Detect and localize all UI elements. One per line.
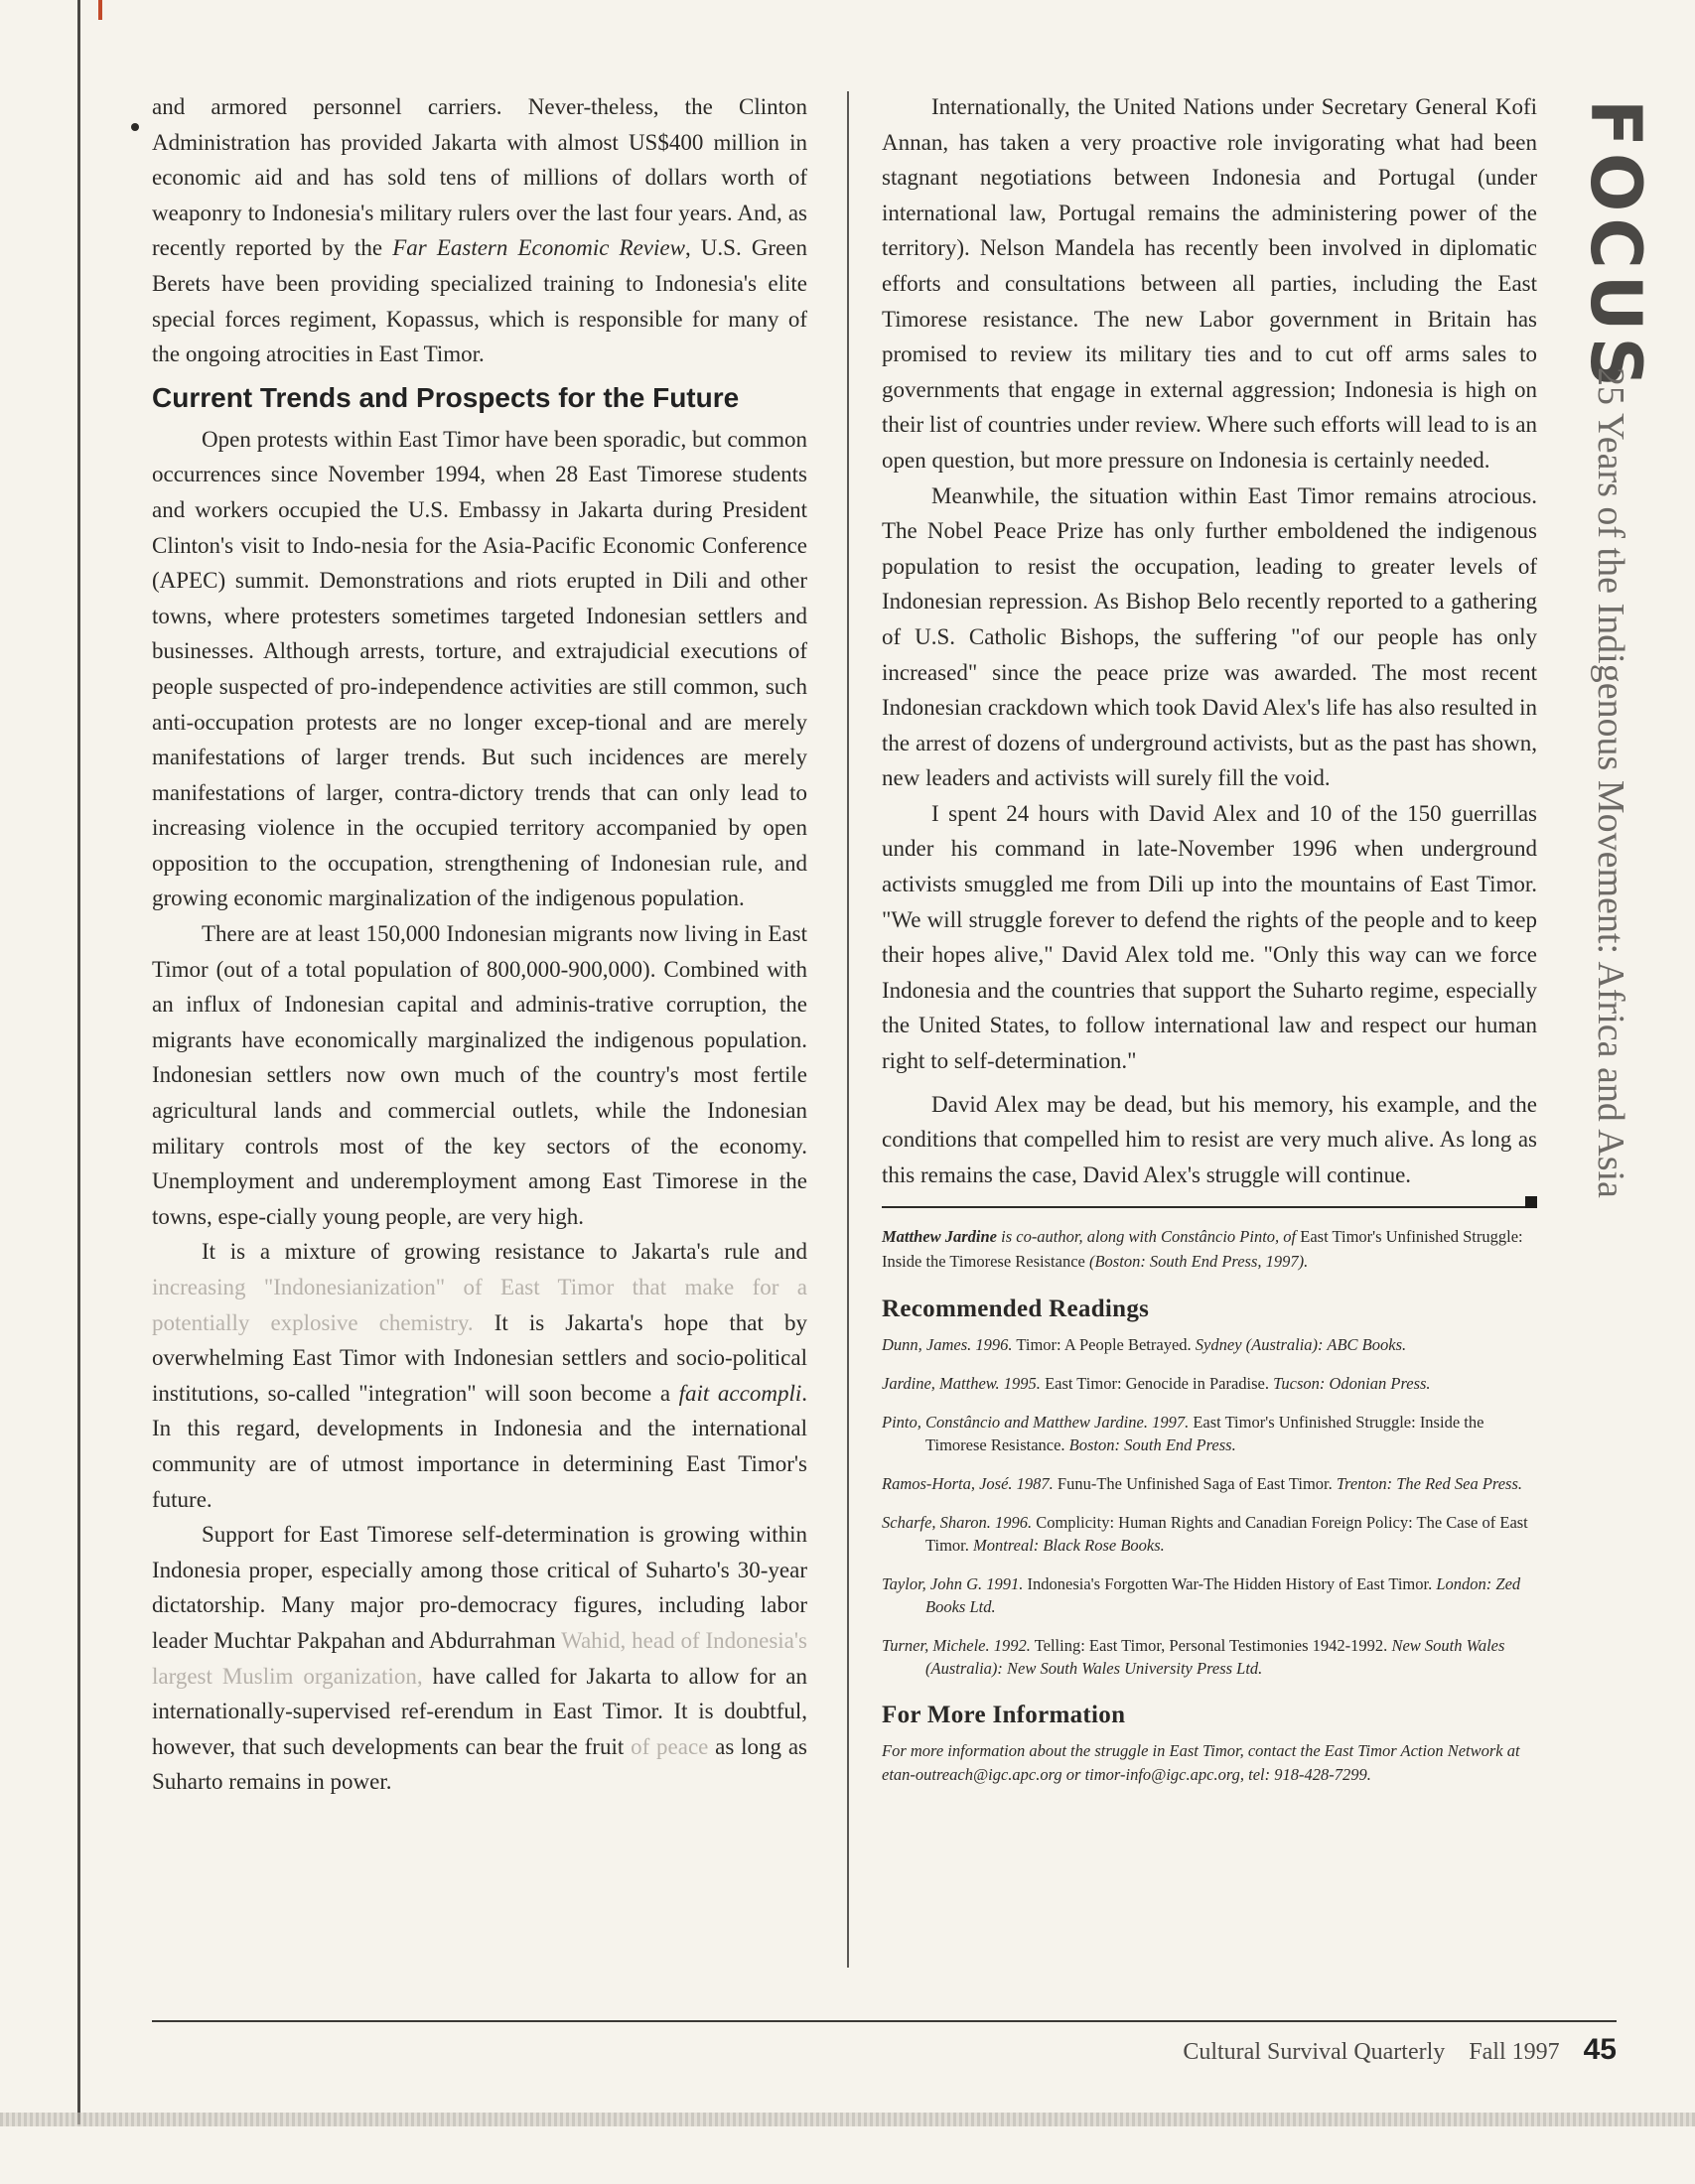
paragraph: and armored personnel carriers. Never-theless, the Clinton Administration has provided Jakarta with almost US$400 million in economic aid and has sold tens of millions of dollars worth of weaponry to Indonesia's military rulers over the last four years. And, as recently reported by the Far Eastern Economic Review, U.S. Green Berets have been providing specialized training to Indonesia's elite special forces regiment, Kopassus, which is responsible for many of the ongoing atrocities in East Timor. (152, 94, 807, 367)
footer-rule (152, 2020, 1617, 2022)
ink-mark (98, 0, 102, 20)
section-sidebar (1571, 99, 1670, 1198)
publication-name: Cultural Survival Quarterly (1183, 2039, 1446, 2065)
paragraph: Support for East Timorese self-determination is growing within Indonesia proper, especially among those critical of Suharto's 30-year dictatorship. Many major pro-democracy figures, including labor leader Muchtar Pakpahan and Abdurrahman Wahid, head of Indonesia's largest Muslim organization, have called for Jakarta to allow for an internationally-supervised ref-erendum in East Timor. It is doubtful, however, that such developments can bear the fruit of peace as long as Suharto remains in power. (152, 1522, 808, 1795)
reading-item: Ramos-Horta, José. 1987. Funu-The Unfinished Saga of East Timor. Trenton: The Red Sea Press. (882, 1474, 1522, 1494)
author-bio: Matthew Jardine is co-author, along with Constâncio Pinto, of East Timor's Unfinished Struggle: Inside the Timorese Resistance (Boston: South End Press, 1997). (882, 1227, 1523, 1272)
section-label: FOCUS (1575, 99, 1656, 393)
column-divider (847, 91, 849, 1968)
paragraph: There are at least 150,000 Indonesian migrants now living in East Timor (out of a total population of 800,000-900,000). Combined with an influx of Indonesian capital and adminis-trative corruption, the migrants have economically marginalized the indigenous population. Indonesian settlers now own much of the country's most fertile agricultural lands and commercial outlets, while the Indonesian military controls most of the key sectors of the economy. Unemployment and underemployment among East Timorese in the towns, espe-cially young people, are very high. (152, 921, 807, 1229)
paragraph: Open protests within East Timor have been sporadic, but common occurrences since November 1994, when 28 East Timorese students and workers occupied the U.S. Embassy in Jakarta during President Clinton's visit to Indo-nesia for the Asia-Pacific Economic Conference (APEC) summit. Demonstrations and riots erupted in Dili and other towns, where protesters sometimes targeted Indonesian settlers and businesses. Although arrests, torture, and extrajudicial executions of people suspected of pro-independence activities are still common, such anti-occupation protests are no longer excep-tional and are merely manifestations of larger trends. But such incidences are merely manifestations of larger, contra-dictory trends that can only lead to increasing violence in the occupied territory accompanied by open opposition to the occupation, strengthening of Indonesian rule, and growing economic marginalization of the indigenous population. (152, 426, 807, 911)
paragraph: David Alex may be dead, but his memory, his example, and the conditions that compelled him to resist are very much alive. As long as this remains the case, David Alex's struggle will continue. (882, 1091, 1537, 1187)
end-mark-icon (1525, 1196, 1537, 1208)
paragraph: I spent 24 hours with David Alex and 10 of the 150 guerrillas under his command in late-November 1996 when underground activists smuggled me from Dili up into the mountains of East Timor. "We will struggle forever to defend the rights of the people and to keep their hopes alive," David Alex told me. "Only this way can we force Indonesia and the countries that support the Suharto regime, especially the United States, to follow international law and respect our human right to self-determination." (882, 800, 1537, 1074)
page-number: 45 (1583, 2033, 1617, 2066)
scan-edge (0, 2113, 1695, 2126)
reading-item: Dunn, James. 1996. Timor: A People Betrayed. Sydney (Australia): ABC Books. (882, 1335, 1407, 1355)
end-rule (882, 1206, 1537, 1208)
reading-list (882, 1333, 1537, 1680)
left-column (152, 89, 807, 1800)
paragraph: Meanwhile, the situation within East Timor remains atrocious. The Nobel Peace Prize has only further emboldened the indigenous population to resist the occupation, leading to greater levels of Indonesian repression. As Bishop Belo recently reported to a gathering of U.S. Catholic Bishops, the suffering "of our people has only increased" since the peace prize was awarded. The most recent Indonesian crackdown which took David Alex's life has also resulted in the arrest of dozens of underground activists, but as the past has shown, new leaders and activists will surely fill the void. (882, 482, 1537, 791)
ink-dot (131, 123, 139, 131)
more-info-heading: For More Information (882, 1702, 1126, 1729)
issue-date: Fall 1997 (1469, 2039, 1560, 2065)
reading-item: Taylor, John G. 1991. Indonesia's Forgotten War-The Hidden History of East Timor. London: Zed Books Ltd. (882, 1574, 1521, 1617)
section-heading: Current Trends and Prospects for the Future (152, 381, 740, 413)
right-column (882, 89, 1537, 1787)
page-footer (1183, 2033, 1617, 2067)
page-edge-shadow (77, 0, 80, 2124)
section-subtitle: 25 Years of the Indigenous Movement: Africa and Asia (1590, 367, 1631, 1198)
paragraph: It is a mixture of growing resistance to Jakarta's rule and increasing "Indonesianization" of East Timor that make for a potentially explosive chemistry. It is Jakarta's hope that by overwhelming East Timor with Indonesian settlers and socio-political institutions, so-called "integration" will soon become a fait accompli. In this regard, developments in Indonesia and the international community are of utmost importance in determining East Timor's future. (152, 1239, 807, 1512)
reading-item: Jardine, Matthew. 1995. East Timor: Genocide in Paradise. Tucson: Odonian Press. (882, 1374, 1431, 1394)
more-info-text: For more information about the struggle in East Timor, contact the East Timor Action Network at etan-outreach@igc.apc.org or timor-info@igc.apc.org, tel: 918-428-7299. (882, 1741, 1520, 1785)
reading-item: Turner, Michele. 1992. Telling: East Timor, Personal Testimonies 1942-1992. New South Wales (Australia): New South Wales University Press Ltd. (882, 1636, 1505, 1679)
reading-item: Scharfe, Sharon. 1996. Complicity: Human Rights and Canadian Foreign Policy: The Case of East Timor. Montreal: Black Rose Books. (882, 1513, 1528, 1556)
reading-item: Pinto, Constâncio and Matthew Jardine. 1997. East Timor's Unfinished Struggle: Inside the Timorese Resistance. Boston: South End Press. (882, 1413, 1484, 1455)
paragraph: Internationally, the United Nations under Secretary General Kofi Annan, has taken a very proactive role invigorating what had been stagnant negotiations between Indonesia and Portugal (under international law, Portugal remains the administering power of the territory). Nelson Mandela has recently been involved in diplomatic efforts and consultations between all parties, including the East Timorese resistance. The new Labor government in Britain has promised to review its military ties and to cut off arms sales to governments that engage in external aggression; Indonesia is high on their list of countries under review. Where such efforts will lead to is an open question, but more pressure on Indonesia is certainly needed. (882, 94, 1537, 473)
recommended-readings-heading: Recommended Readings (882, 1296, 1150, 1323)
